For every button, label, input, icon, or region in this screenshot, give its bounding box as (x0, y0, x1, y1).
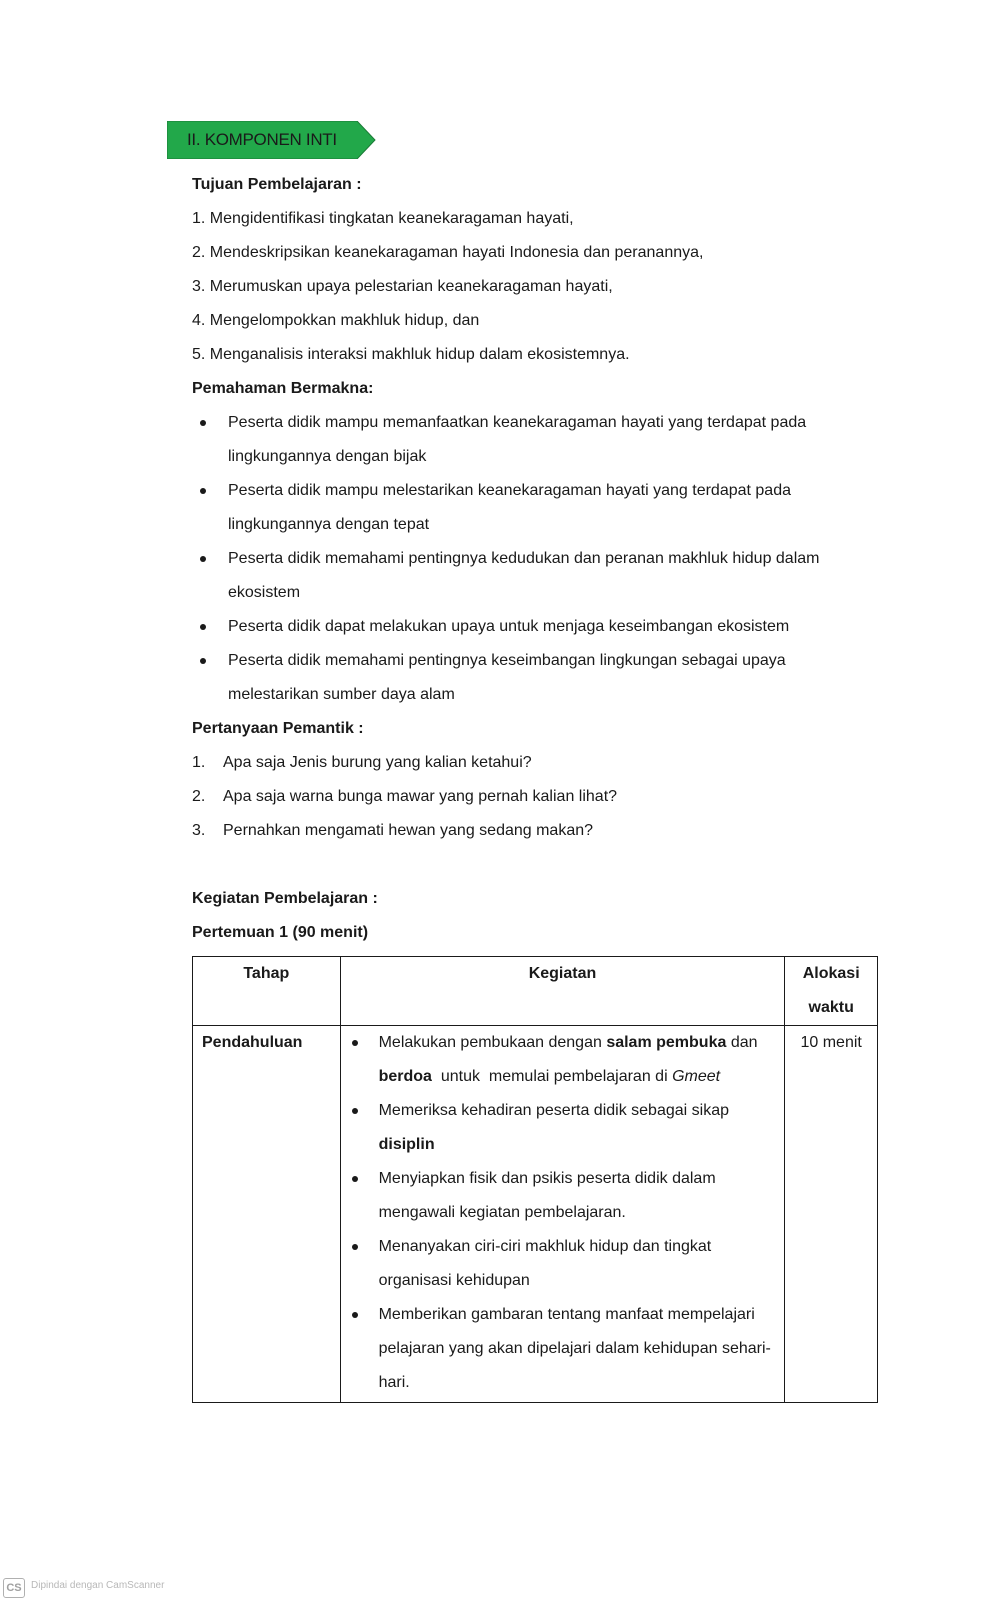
activity-text: Memberikan gambaran tentang manfaat mempelajari pelajaran yang akan dipelajari dalam kehidupan sehari-hari. (378, 1306, 771, 1391)
pemahaman-text: Peserta didik memahami pentingnya kedudukan dan peranan makhluk hidup dalam ekosistem (228, 550, 820, 601)
activity-italic: Gmeet (672, 1068, 721, 1085)
activity-text: dan (726, 1034, 758, 1051)
camscanner-logo-icon: CS (3, 1578, 25, 1598)
pertanyaan-number: 1. (192, 754, 206, 771)
stage-cell: Pendahuluan (193, 1026, 341, 1403)
pertanyaan-item (192, 780, 892, 814)
pemahaman-item (192, 610, 892, 644)
bullet-icon (352, 1040, 358, 1046)
pemahaman-item (192, 406, 892, 474)
table-header-row (193, 957, 878, 1026)
spacer (192, 848, 892, 882)
pertanyaan-item (192, 814, 892, 848)
tujuan-heading: Tujuan Pembelajaran : (192, 176, 362, 193)
activity-bold: berdoa (378, 1068, 432, 1085)
activity-table (192, 956, 878, 1403)
activity-bold: salam pembuka (606, 1034, 727, 1051)
tujuan-item: 5. Menganalisis interaksi makhluk hidup dalam ekosistemnya. (192, 346, 630, 363)
pertanyaan-text: Apa saja Jenis burung yang kalian ketahui? (223, 754, 532, 771)
pemahaman-item (192, 542, 892, 610)
activity-list (341, 1026, 785, 1402)
activity-text: untuk memulai pembelajaran di (431, 1068, 673, 1085)
bullet-icon (200, 556, 206, 562)
pertanyaan-number: 3. (192, 822, 206, 839)
main-content (192, 168, 892, 950)
activity-text: Memeriksa kehadiran peserta didik sebagai sikap (378, 1102, 729, 1119)
pemahaman-text: Peserta didik dapat melakukan upaya untuk menjaga keseimbangan ekosistem (228, 618, 790, 635)
meeting-heading: Pertemuan 1 (90 menit) (192, 924, 369, 941)
pertanyaan-number: 2. (192, 788, 206, 805)
pemahaman-heading: Pemahaman Bermakna: (192, 380, 374, 397)
activity-item (341, 1094, 777, 1162)
header-kegiatan: Kegiatan (340, 957, 785, 1026)
banner-title: II. KOMPONEN INTI (187, 130, 337, 149)
activity-item (341, 1230, 777, 1298)
bullet-icon (200, 488, 206, 494)
bullet-icon (200, 420, 206, 426)
watermark-text: Dipindai dengan CamScanner (31, 1580, 165, 1591)
table-row (193, 1026, 878, 1403)
bullet-icon (352, 1176, 358, 1182)
header-alokasi: Alokasi waktu (785, 957, 878, 1026)
pertanyaan-item (192, 746, 892, 780)
activity-bold: disiplin (378, 1136, 435, 1153)
pertanyaan-text: Apa saja warna bunga mawar yang pernah kalian lihat? (223, 788, 618, 805)
section-banner (167, 121, 377, 159)
pertanyaan-text: Pernahkan mengamati hewan yang sedang makan? (223, 822, 594, 839)
bullet-icon (352, 1312, 358, 1318)
tujuan-item: 4. Mengelompokkan makhluk hidup, dan (192, 312, 480, 329)
time-cell: 10 menit (785, 1026, 878, 1403)
pemahaman-text: Peserta didik mampu memanfaatkan keanekaragaman hayati yang terdapat pada lingkungannya dengan bijak (228, 414, 807, 465)
bullet-icon (200, 624, 206, 630)
activity-item (341, 1298, 777, 1400)
bullet-icon (352, 1108, 358, 1114)
header-tahap: Tahap (193, 957, 341, 1026)
activity-text: Menyiapkan fisik dan psikis peserta didik dalam mengawali kegiatan pembelajaran. (378, 1170, 716, 1221)
kegiatan-heading: Kegiatan Pembelajaran : (192, 890, 378, 907)
bullet-icon (352, 1244, 358, 1250)
pemahaman-item (192, 474, 892, 542)
pertanyaan-heading: Pertanyaan Pemantik : (192, 720, 364, 737)
activity-item (341, 1162, 777, 1230)
bullet-icon (200, 658, 206, 664)
pemahaman-text: Peserta didik mampu melestarikan keanekaragaman hayati yang terdapat pada lingkungannya dengan tepat (228, 482, 791, 533)
tujuan-item: 3. Merumuskan upaya pelestarian keanekaragaman hayati, (192, 278, 613, 295)
activities-cell (340, 1026, 785, 1403)
activity-text: Menanyakan ciri-ciri makhluk hidup dan tingkat organisasi kehidupan (378, 1238, 712, 1289)
pemahaman-item (192, 644, 892, 712)
activity-item (341, 1026, 777, 1094)
pemahaman-text: Peserta didik memahami pentingnya keseimbangan lingkungan sebagai upaya melestarikan sumber daya alam (228, 652, 786, 703)
tujuan-item: 1. Mengidentifikasi tingkatan keanekaragaman hayati, (192, 210, 574, 227)
activity-text: Melakukan pembukaan dengan (378, 1034, 607, 1051)
tujuan-item: 2. Mendeskripsikan keanekaragaman hayati Indonesia dan peranannya, (192, 244, 704, 261)
